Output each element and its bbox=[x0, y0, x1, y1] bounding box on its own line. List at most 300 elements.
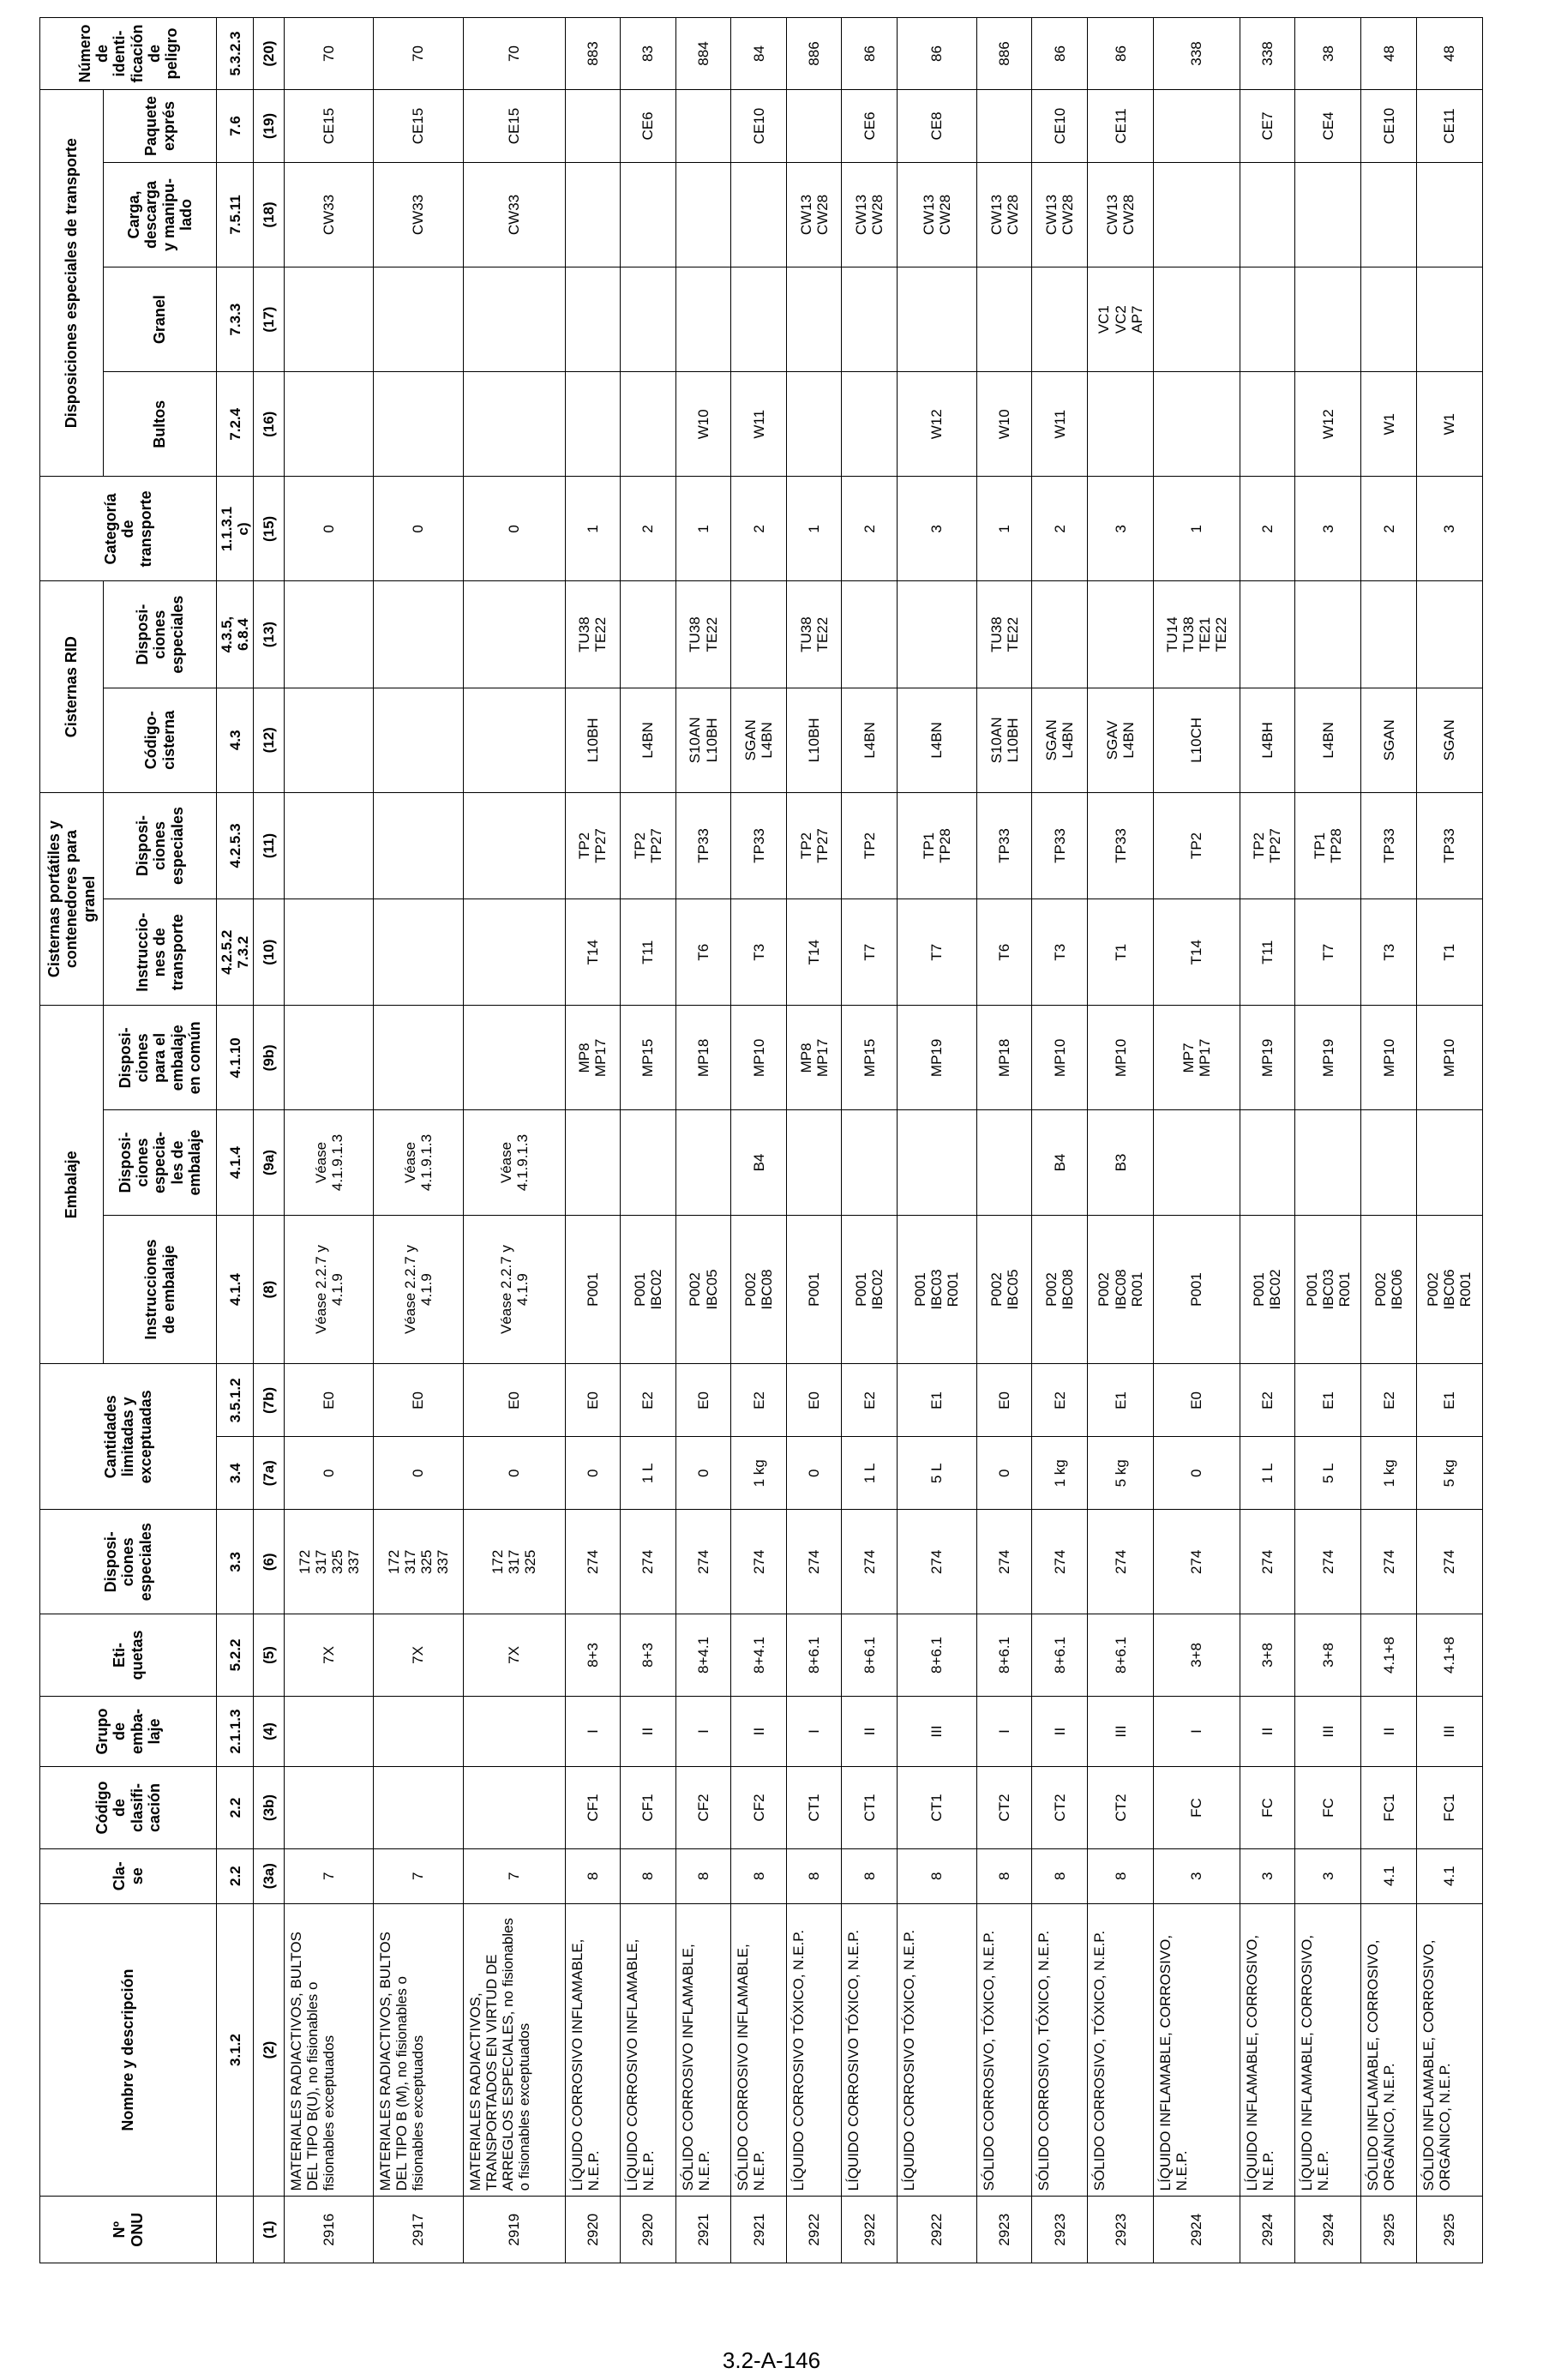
limited-quantity-cell: 1 kg bbox=[1032, 1437, 1088, 1510]
tank-instruction-cell: T1 bbox=[1088, 899, 1154, 1006]
special-provisions-cell: 274 bbox=[1032, 1510, 1088, 1614]
mixed-packing-cell: MP15 bbox=[621, 1006, 676, 1110]
column-number-cell: (11) bbox=[254, 792, 285, 899]
un-number-cell: 2921 bbox=[731, 2197, 787, 2263]
header-un-no: Nº ONU bbox=[40, 2197, 217, 2263]
packages-cell: W11 bbox=[731, 372, 787, 477]
bulk-cell bbox=[463, 267, 565, 372]
hazard-number-cell: 338 bbox=[1240, 18, 1295, 90]
class-cell: 7 bbox=[374, 1848, 463, 1903]
special-packing-cell bbox=[565, 1110, 621, 1215]
loading-cell bbox=[731, 162, 787, 267]
classification-code-cell: CF2 bbox=[731, 1767, 787, 1848]
tank-instruction-cell: T3 bbox=[1032, 899, 1088, 1006]
excepted-quantity-cell: E0 bbox=[374, 1364, 463, 1437]
packing-group-cell: III bbox=[1295, 1696, 1361, 1767]
loading-cell bbox=[1154, 162, 1240, 267]
limited-quantity-cell: 0 bbox=[1154, 1437, 1240, 1510]
mixed-packing-cell bbox=[374, 1006, 463, 1110]
hazard-number-cell: 884 bbox=[675, 18, 731, 90]
tank-special-provisions-cell: TP2 TP27 bbox=[621, 792, 676, 899]
table-row bbox=[463, 18, 565, 2263]
tank-instruction-cell: T7 bbox=[842, 899, 898, 1006]
rid-tank-provisions-cell: TU38 TE22 bbox=[786, 581, 842, 688]
limited-quantity-cell: 0 bbox=[786, 1437, 842, 1510]
mixed-packing-cell: MP18 bbox=[976, 1006, 1032, 1110]
packing-group-cell: I bbox=[675, 1696, 731, 1767]
special-provisions-cell: 274 bbox=[897, 1510, 976, 1614]
transport-category-cell: 2 bbox=[842, 477, 898, 581]
excepted-quantity-cell: E1 bbox=[897, 1364, 976, 1437]
table-row bbox=[565, 18, 621, 2263]
classification-code-cell: FC bbox=[1295, 1767, 1361, 1848]
bulk-cell bbox=[1154, 267, 1240, 372]
bulk-cell bbox=[374, 267, 463, 372]
reference-cell: 4.3 bbox=[217, 688, 254, 792]
reference-cell: 5.2.2 bbox=[217, 1614, 254, 1696]
class-cell: 8 bbox=[731, 1848, 787, 1903]
name-cell: SÓLIDO CORROSIVO, TÓXICO, N.E.P. bbox=[976, 1903, 1032, 2197]
excepted-quantity-cell: E0 bbox=[565, 1364, 621, 1437]
transport-category-cell: 3 bbox=[1416, 477, 1482, 581]
tank-instruction-cell: T3 bbox=[1361, 899, 1417, 1006]
packages-cell bbox=[463, 372, 565, 477]
reference-cell: 7.3.3 bbox=[217, 267, 254, 372]
loading-cell bbox=[1361, 162, 1417, 267]
labels-cell: 8+6.1 bbox=[976, 1614, 1032, 1696]
table-row bbox=[976, 18, 1032, 2263]
special-packing-cell: B4 bbox=[1032, 1110, 1088, 1215]
column-number-cell: (3b) bbox=[254, 1767, 285, 1848]
transport-category-cell: 0 bbox=[463, 477, 565, 581]
header-granel: Granel bbox=[104, 267, 217, 372]
tank-instruction-cell: T14 bbox=[786, 899, 842, 1006]
reference-cell: 2.2 bbox=[217, 1848, 254, 1903]
transport-category-cell: 3 bbox=[1295, 477, 1361, 581]
packages-cell: W1 bbox=[1416, 372, 1482, 477]
excepted-quantity-cell: E2 bbox=[1032, 1364, 1088, 1437]
special-packing-cell bbox=[1361, 1110, 1417, 1215]
un-number-cell: 2925 bbox=[1416, 2197, 1482, 2263]
table-row bbox=[1032, 18, 1088, 2263]
packing-group-cell: I bbox=[786, 1696, 842, 1767]
tank-code-cell: L4BN bbox=[1295, 688, 1361, 792]
mixed-packing-cell: MP10 bbox=[1416, 1006, 1482, 1110]
special-packing-cell: Véase 4.1.9.1.3 bbox=[285, 1110, 374, 1215]
column-number-cell: (7a) bbox=[254, 1437, 285, 1510]
excepted-quantity-cell: E2 bbox=[621, 1364, 676, 1437]
table-row bbox=[1154, 18, 1240, 2263]
labels-cell: 7X bbox=[374, 1614, 463, 1696]
labels-cell: 3+8 bbox=[1240, 1614, 1295, 1696]
special-provisions-cell: 172 317 325 337 bbox=[285, 1510, 374, 1614]
packing-group-cell: II bbox=[731, 1696, 787, 1767]
loading-cell: CW13 CW28 bbox=[897, 162, 976, 267]
rid-tank-provisions-cell bbox=[1295, 581, 1361, 688]
mixed-packing-cell: MP10 bbox=[1032, 1006, 1088, 1110]
excepted-quantity-cell: E0 bbox=[786, 1364, 842, 1437]
un-number-cell: 2922 bbox=[786, 2197, 842, 2263]
un-number-cell: 2923 bbox=[1088, 2197, 1154, 2263]
transport-category-cell: 1 bbox=[565, 477, 621, 581]
tank-code-cell: L10CH bbox=[1154, 688, 1240, 792]
loading-cell bbox=[1295, 162, 1361, 267]
excepted-quantity-cell: E0 bbox=[976, 1364, 1032, 1437]
limited-quantity-cell: 0 bbox=[675, 1437, 731, 1510]
excepted-quantity-cell: E2 bbox=[842, 1364, 898, 1437]
express-parcel-cell bbox=[565, 90, 621, 163]
reference-cell bbox=[217, 2197, 254, 2263]
bulk-cell bbox=[1295, 267, 1361, 372]
special-packing-cell: Véase 4.1.9.1.3 bbox=[463, 1110, 565, 1215]
column-number-cell: (20) bbox=[254, 18, 285, 90]
rid-tank-provisions-cell bbox=[463, 581, 565, 688]
class-cell: 8 bbox=[1088, 1848, 1154, 1903]
hazard-number-cell: 84 bbox=[731, 18, 787, 90]
packing-group-cell: III bbox=[1416, 1696, 1482, 1767]
packing-group-cell: III bbox=[897, 1696, 976, 1767]
class-cell: 8 bbox=[842, 1848, 898, 1903]
rid-tank-provisions-cell bbox=[374, 581, 463, 688]
packing-instruction-cell: P001 bbox=[565, 1215, 621, 1364]
header-disp-transporte: Disposiciones especiales de transporte bbox=[40, 90, 104, 477]
rotated-table-container bbox=[39, 17, 1483, 2263]
packing-group-cell bbox=[374, 1696, 463, 1767]
header-cantidades: Cantidades limitadas y exceptuadas bbox=[40, 1364, 217, 1510]
special-provisions-cell: 274 bbox=[1088, 1510, 1154, 1614]
express-parcel-cell: CE6 bbox=[621, 90, 676, 163]
packing-instruction-cell: P002 IBC08 bbox=[731, 1215, 787, 1364]
hazard-number-cell: 70 bbox=[374, 18, 463, 90]
name-cell: LÍQUIDO CORROSIVO TÓXICO, N.E.P. bbox=[842, 1903, 898, 2197]
special-provisions-cell: 274 bbox=[786, 1510, 842, 1614]
labels-cell: 8+6.1 bbox=[897, 1614, 976, 1696]
bulk-cell bbox=[842, 267, 898, 372]
excepted-quantity-cell: E0 bbox=[463, 1364, 565, 1437]
hazard-number-cell: 886 bbox=[786, 18, 842, 90]
table-row bbox=[786, 18, 842, 2263]
packing-instruction-cell: P002 IBC08 bbox=[1032, 1215, 1088, 1364]
packing-group-cell: II bbox=[1032, 1696, 1088, 1767]
name-cell: LÍQUIDO CORROSIVO TÓXICO, N.E.P. bbox=[786, 1903, 842, 2197]
reference-cell: 4.2.5.3 bbox=[217, 792, 254, 899]
column-number-cell: (1) bbox=[254, 2197, 285, 2263]
name-cell: LÍQUIDO INFLAMABLE, CORROSIVO, N.E.P. bbox=[1240, 1903, 1295, 2197]
packing-instruction-cell: P002 IBC08 R001 bbox=[1088, 1215, 1154, 1364]
express-parcel-cell: CE10 bbox=[1032, 90, 1088, 163]
reference-cell: 7.2.4 bbox=[217, 372, 254, 477]
tank-instruction-cell: T11 bbox=[621, 899, 676, 1006]
express-parcel-cell: CE6 bbox=[842, 90, 898, 163]
hazard-number-cell: 83 bbox=[621, 18, 676, 90]
tank-instruction-cell: T14 bbox=[565, 899, 621, 1006]
packages-cell bbox=[1088, 372, 1154, 477]
column-number-cell: (4) bbox=[254, 1696, 285, 1767]
header-bultos: Bultos bbox=[104, 372, 217, 477]
tank-code-cell bbox=[463, 688, 565, 792]
limited-quantity-cell: 0 bbox=[374, 1437, 463, 1510]
tank-code-cell: L10BH bbox=[565, 688, 621, 792]
special-provisions-cell: 274 bbox=[1240, 1510, 1295, 1614]
express-parcel-cell: CE8 bbox=[897, 90, 976, 163]
reference-cell: 3.5.1.2 bbox=[217, 1364, 254, 1437]
packages-cell bbox=[842, 372, 898, 477]
transport-category-cell: 1 bbox=[675, 477, 731, 581]
tank-instruction-cell bbox=[374, 899, 463, 1006]
header-paquete: Paquete exprés bbox=[104, 90, 217, 163]
special-packing-cell bbox=[786, 1110, 842, 1215]
special-packing-cell: B3 bbox=[1088, 1110, 1154, 1215]
tank-special-provisions-cell bbox=[374, 792, 463, 899]
express-parcel-cell: CE10 bbox=[731, 90, 787, 163]
class-cell: 8 bbox=[897, 1848, 976, 1903]
bulk-cell bbox=[786, 267, 842, 372]
limited-quantity-cell: 1 kg bbox=[731, 1437, 787, 1510]
transport-category-cell: 3 bbox=[897, 477, 976, 581]
references-row bbox=[217, 18, 254, 2263]
classification-code-cell: CT2 bbox=[976, 1767, 1032, 1848]
tank-code-cell: SGAN L4BN bbox=[1032, 688, 1088, 792]
tank-instruction-cell: T7 bbox=[1295, 899, 1361, 1006]
loading-cell bbox=[1416, 162, 1482, 267]
mixed-packing-cell: MP10 bbox=[1361, 1006, 1417, 1110]
un-number-cell: 2920 bbox=[621, 2197, 676, 2263]
hazard-number-cell: 48 bbox=[1361, 18, 1417, 90]
loading-cell bbox=[565, 162, 621, 267]
express-parcel-cell: CE11 bbox=[1088, 90, 1154, 163]
hazard-number-cell: 70 bbox=[463, 18, 565, 90]
un-number-cell: 2923 bbox=[976, 2197, 1032, 2263]
special-packing-cell bbox=[675, 1110, 731, 1215]
header-instr-transporte: Instruccio- nes de transporte bbox=[104, 899, 217, 1006]
class-cell: 7 bbox=[285, 1848, 374, 1903]
packing-instruction-cell: P001 IBC02 bbox=[1240, 1215, 1295, 1364]
tank-special-provisions-cell: TP1 TP28 bbox=[897, 792, 976, 899]
un-number-cell: 2920 bbox=[565, 2197, 621, 2263]
bulk-cell bbox=[897, 267, 976, 372]
class-cell: 3 bbox=[1295, 1848, 1361, 1903]
mixed-packing-cell: MP19 bbox=[897, 1006, 976, 1110]
excepted-quantity-cell: E2 bbox=[1361, 1364, 1417, 1437]
name-cell: LÍQUIDO INFLAMABLE, CORROSIVO, N.E.P. bbox=[1154, 1903, 1240, 2197]
excepted-quantity-cell: E1 bbox=[1088, 1364, 1154, 1437]
column-number-cell: (19) bbox=[254, 90, 285, 163]
tank-code-cell: L4BN bbox=[897, 688, 976, 792]
labels-cell: 8+6.1 bbox=[1088, 1614, 1154, 1696]
classification-code-cell: FC bbox=[1240, 1767, 1295, 1848]
mixed-packing-cell: MP19 bbox=[1295, 1006, 1361, 1110]
tank-instruction-cell: T14 bbox=[1154, 899, 1240, 1006]
classification-code-cell: FC1 bbox=[1416, 1767, 1482, 1848]
excepted-quantity-cell: E2 bbox=[731, 1364, 787, 1437]
bulk-cell bbox=[285, 267, 374, 372]
reference-cell: 3.4 bbox=[217, 1437, 254, 1510]
classification-code-cell: CF2 bbox=[675, 1767, 731, 1848]
special-provisions-cell: 172 317 325 337 bbox=[374, 1510, 463, 1614]
express-parcel-cell bbox=[675, 90, 731, 163]
packing-instruction-cell: P002 IBC05 bbox=[675, 1215, 731, 1364]
special-provisions-cell: 274 bbox=[842, 1510, 898, 1614]
column-number-cell: (10) bbox=[254, 899, 285, 1006]
table-row bbox=[1295, 18, 1361, 2263]
class-cell: 8 bbox=[786, 1848, 842, 1903]
tank-instruction-cell: T1 bbox=[1416, 899, 1482, 1006]
un-number-cell: 2924 bbox=[1154, 2197, 1240, 2263]
classification-code-cell: CT1 bbox=[897, 1767, 976, 1848]
express-parcel-cell: CE11 bbox=[1416, 90, 1482, 163]
header-codigo: Código de clasifi- cación bbox=[40, 1767, 217, 1848]
express-parcel-cell: CE15 bbox=[285, 90, 374, 163]
packages-cell: W10 bbox=[675, 372, 731, 477]
classification-code-cell: FC bbox=[1154, 1767, 1240, 1848]
labels-cell: 8+4.1 bbox=[731, 1614, 787, 1696]
transport-category-cell: 1 bbox=[1154, 477, 1240, 581]
rid-tank-provisions-cell: TU38 TE22 bbox=[976, 581, 1032, 688]
packages-cell: W10 bbox=[976, 372, 1032, 477]
reference-cell: 3.3 bbox=[217, 1510, 254, 1614]
tank-code-cell: SGAN bbox=[1416, 688, 1482, 792]
labels-cell: 7X bbox=[285, 1614, 374, 1696]
limited-quantity-cell: 0 bbox=[463, 1437, 565, 1510]
packing-group-cell: I bbox=[976, 1696, 1032, 1767]
hazard-number-cell: 48 bbox=[1416, 18, 1482, 90]
transport-category-cell: 2 bbox=[621, 477, 676, 581]
un-number-cell: 2924 bbox=[1240, 2197, 1295, 2263]
hazard-number-cell: 86 bbox=[1088, 18, 1154, 90]
tank-code-cell: L4BN bbox=[621, 688, 676, 792]
rid-tank-provisions-cell bbox=[842, 581, 898, 688]
rid-tank-provisions-cell bbox=[897, 581, 976, 688]
bulk-cell bbox=[1361, 267, 1417, 372]
tank-instruction-cell: T3 bbox=[731, 899, 787, 1006]
loading-cell bbox=[675, 162, 731, 267]
column-numbers-row bbox=[254, 18, 285, 2263]
express-parcel-cell: CE15 bbox=[374, 90, 463, 163]
dangerous-goods-table bbox=[39, 17, 1483, 2263]
tank-code-cell: L4BN bbox=[842, 688, 898, 792]
express-parcel-cell bbox=[1154, 90, 1240, 163]
packing-group-cell bbox=[463, 1696, 565, 1767]
classification-code-cell: CT1 bbox=[786, 1767, 842, 1848]
table-row bbox=[675, 18, 731, 2263]
tank-instruction-cell bbox=[285, 899, 374, 1006]
table-row bbox=[1361, 18, 1417, 2263]
packages-cell: W12 bbox=[1295, 372, 1361, 477]
classification-code-cell: CT2 bbox=[1032, 1767, 1088, 1848]
special-provisions-cell: 274 bbox=[1295, 1510, 1361, 1614]
tank-special-provisions-cell: TP1 TP28 bbox=[1295, 792, 1361, 899]
packing-group-cell: II bbox=[842, 1696, 898, 1767]
classification-code-cell: CT1 bbox=[842, 1767, 898, 1848]
special-packing-cell bbox=[1295, 1110, 1361, 1215]
special-provisions-cell: 274 bbox=[1361, 1510, 1417, 1614]
tank-instruction-cell: T6 bbox=[976, 899, 1032, 1006]
transport-category-cell: 0 bbox=[285, 477, 374, 581]
class-cell: 8 bbox=[621, 1848, 676, 1903]
loading-cell: CW13 CW28 bbox=[976, 162, 1032, 267]
tank-special-provisions-cell: TP33 bbox=[1361, 792, 1417, 899]
labels-cell: 3+8 bbox=[1295, 1614, 1361, 1696]
labels-cell: 8+4.1 bbox=[675, 1614, 731, 1696]
reference-cell: 4.1.4 bbox=[217, 1110, 254, 1215]
packing-instruction-cell: P002 IBC05 bbox=[976, 1215, 1032, 1364]
tank-special-provisions-cell: TP2 TP27 bbox=[1240, 792, 1295, 899]
special-packing-cell bbox=[976, 1110, 1032, 1215]
hazard-number-cell: 86 bbox=[842, 18, 898, 90]
loading-cell: CW33 bbox=[285, 162, 374, 267]
name-cell: SÓLIDO CORROSIVO INFLAMABLE, N.E.P. bbox=[731, 1903, 787, 2197]
transport-category-cell: 2 bbox=[1032, 477, 1088, 581]
packing-group-cell: II bbox=[621, 1696, 676, 1767]
tank-special-provisions-cell: TP33 bbox=[976, 792, 1032, 899]
reference-cell: 5.3.2.3 bbox=[217, 18, 254, 90]
rid-tank-provisions-cell bbox=[1416, 581, 1482, 688]
loading-cell: CW13 CW28 bbox=[842, 162, 898, 267]
tank-special-provisions-cell: TP33 bbox=[1088, 792, 1154, 899]
limited-quantity-cell: 5 kg bbox=[1416, 1437, 1482, 1510]
header-disp-embalaje-comun: Disposi- ciones para el embalaje en común bbox=[104, 1006, 217, 1110]
column-number-cell: (9a) bbox=[254, 1110, 285, 1215]
un-number-cell: 2921 bbox=[675, 2197, 731, 2263]
column-number-cell: (18) bbox=[254, 162, 285, 267]
packing-instruction-cell: P001 bbox=[1154, 1215, 1240, 1364]
rid-tank-provisions-cell bbox=[1240, 581, 1295, 688]
header-carga: Carga, descarga y manipu- lado bbox=[104, 162, 217, 267]
packing-group-cell: I bbox=[1154, 1696, 1240, 1767]
tank-instruction-cell: T6 bbox=[675, 899, 731, 1006]
express-parcel-cell: CE4 bbox=[1295, 90, 1361, 163]
tank-code-cell bbox=[374, 688, 463, 792]
name-cell: SÓLIDO CORROSIVO, TÓXICO, N.E.P. bbox=[1032, 1903, 1088, 2197]
loading-cell: CW13 CW28 bbox=[1032, 162, 1088, 267]
table-row bbox=[1240, 18, 1295, 2263]
special-provisions-cell: 274 bbox=[675, 1510, 731, 1614]
special-provisions-cell: 274 bbox=[731, 1510, 787, 1614]
name-cell: MATERIALES RADIACTIVOS, BULTOS DEL TIPO B (M), no fisionables o fisionables exceptuados bbox=[374, 1903, 463, 2197]
limited-quantity-cell: 0 bbox=[285, 1437, 374, 1510]
tank-instruction-cell: T7 bbox=[897, 899, 976, 1006]
limited-quantity-cell: 5 kg bbox=[1088, 1437, 1154, 1510]
header-disp-esp-embalaje: Disposi- ciones especia- les de embalaje bbox=[104, 1110, 217, 1215]
classification-code-cell bbox=[374, 1767, 463, 1848]
hazard-number-cell: 86 bbox=[897, 18, 976, 90]
header-categoria: Categoría de transporte bbox=[40, 477, 217, 581]
bulk-cell bbox=[621, 267, 676, 372]
transport-category-cell: 0 bbox=[374, 477, 463, 581]
express-parcel-cell: CE10 bbox=[1361, 90, 1417, 163]
tank-special-provisions-cell: TP2 TP27 bbox=[565, 792, 621, 899]
special-packing-cell bbox=[1416, 1110, 1482, 1215]
special-provisions-cell: 274 bbox=[1154, 1510, 1240, 1614]
loading-cell: CW13 CW28 bbox=[1088, 162, 1154, 267]
class-cell: 8 bbox=[565, 1848, 621, 1903]
hazard-number-cell: 883 bbox=[565, 18, 621, 90]
table-row bbox=[1088, 18, 1154, 2263]
tank-code-cell: L4BH bbox=[1240, 688, 1295, 792]
name-cell: MATERIALES RADIACTIVOS, TRANSPORTADOS EN VIRTUD DE ARREGLOS ESPECIALES, no fisionables o fisionables exceptuados bbox=[463, 1903, 565, 2197]
excepted-quantity-cell: E2 bbox=[1240, 1364, 1295, 1437]
bulk-cell bbox=[675, 267, 731, 372]
header-grupo: Grupo de emba- laje bbox=[40, 1696, 217, 1767]
name-cell: LÍQUIDO CORROSIVO TÓXICO, N.E.P. bbox=[897, 1903, 976, 2197]
name-cell: LÍQUIDO CORROSIVO INFLAMABLE, N.E.P. bbox=[565, 1903, 621, 2197]
column-number-cell: (9b) bbox=[254, 1006, 285, 1110]
un-number-cell: 2924 bbox=[1295, 2197, 1361, 2263]
packages-cell bbox=[374, 372, 463, 477]
classification-code-cell: CF1 bbox=[621, 1767, 676, 1848]
packages-cell bbox=[1240, 372, 1295, 477]
hazard-number-cell: 38 bbox=[1295, 18, 1361, 90]
